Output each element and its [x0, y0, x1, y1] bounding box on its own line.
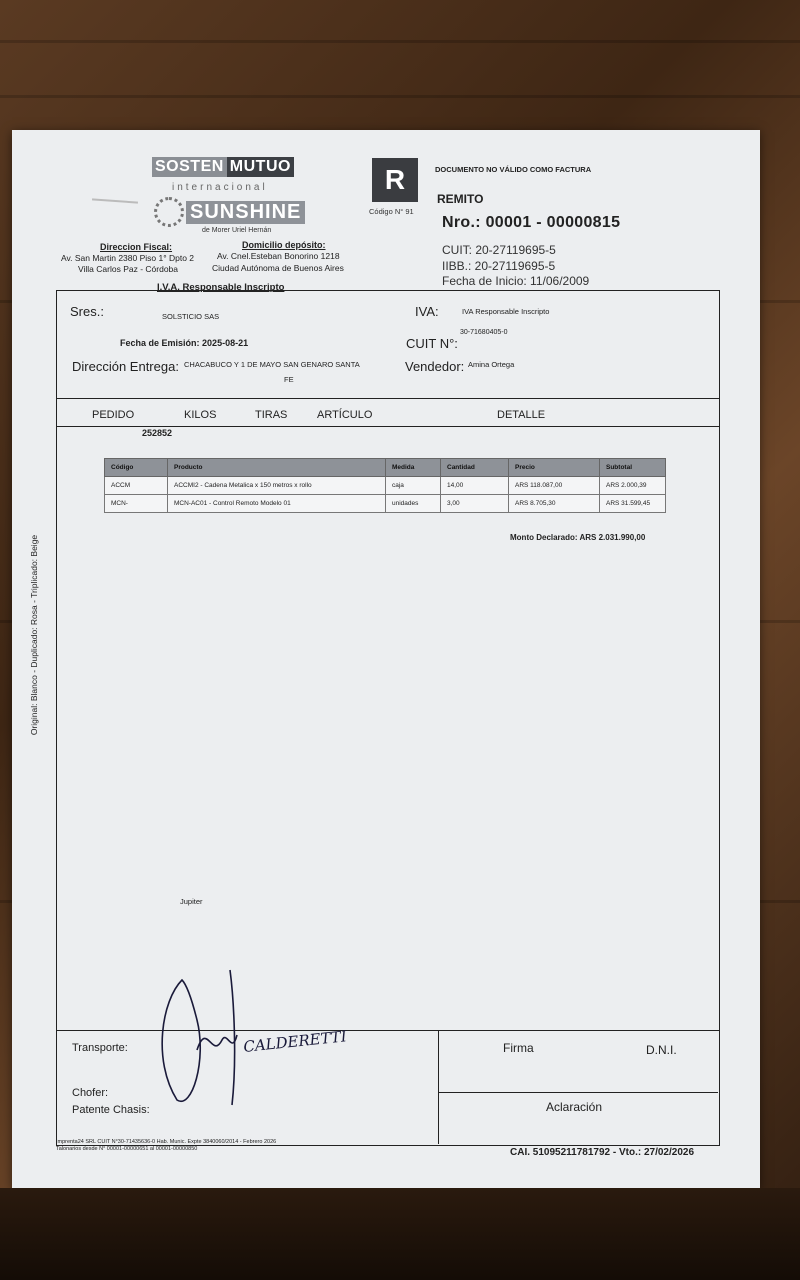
printer-line2: Talonarios desde N° 00001-00000651 al 00001-00000850	[56, 1146, 198, 1152]
firma-label: Firma	[503, 1041, 534, 1055]
items-table	[104, 458, 666, 513]
cell-producto: MCN-AC01 - Control Remoto Modelo 01	[168, 495, 386, 513]
document-number: Nro.: 00001 - 00000815	[442, 214, 621, 231]
emission-label: Fecha de Emisión:	[120, 338, 200, 348]
divider	[56, 426, 720, 427]
cell-codigo: ACCM	[105, 477, 168, 495]
fiscal-address-title: Direccion Fiscal:	[100, 242, 173, 252]
cell-subtotal: ARS 31.599,45	[600, 495, 666, 513]
client-name: SOLSTICIO SAS	[162, 312, 220, 321]
cell-precio: ARS 8.705,30	[509, 495, 600, 513]
cell-medida: unidades	[386, 495, 441, 513]
seller-label: Vendedor:	[405, 359, 465, 374]
fiscal-address-line2: Villa Carlos Paz - Córdoba	[78, 264, 178, 274]
divider	[438, 1092, 718, 1093]
fiscal-address-line1: Av. San Martin 2380 Piso 1° Dpto 2	[61, 253, 195, 263]
cell-cantidad: 14,00	[441, 477, 509, 495]
table-header-row	[105, 459, 666, 477]
divider	[438, 1030, 439, 1144]
cell-subtotal: ARS 2.000,39	[600, 477, 666, 495]
th-medida: Medida	[386, 459, 441, 477]
cell-codigo: MCN-	[105, 495, 168, 513]
logo-subtitle: internacional	[172, 182, 268, 193]
pen-mark	[92, 198, 138, 203]
start-date-line: Fecha de Inicio: 11/06/2009	[442, 274, 590, 288]
delivery-line1: CHACABUCO Y 1 DE MAYO SAN GENARO SANTA	[184, 360, 360, 369]
deposit-address-title: Domicilio depósito:	[242, 240, 326, 250]
iva-condition: I.V.A. Responsable Inscripto	[157, 282, 285, 293]
deposit-address-line2: Ciudad Autónoma de Buenos Aires	[212, 263, 344, 273]
logo-sun	[154, 197, 305, 227]
table-row	[105, 495, 666, 513]
cell-precio: ARS 118.087,00	[509, 477, 600, 495]
table-surface	[0, 1188, 800, 1280]
col-articulo: ARTÍCULO	[317, 409, 373, 421]
logo-brand-right: MUTUO	[227, 157, 294, 177]
th-producto: Producto	[168, 459, 386, 477]
col-detalle: DETALLE	[497, 409, 546, 421]
cuit-label: CUIT N°:	[406, 336, 458, 351]
delivery-label: Dirección Entrega:	[72, 359, 179, 374]
printer-line1: Imprenta24 SRL CUIT N°30-71435636-0 Hab. Munic. Expte 3840060/2014 - Febrero 2026	[56, 1139, 277, 1145]
emission-date	[120, 338, 248, 348]
logo-sun-word: SUNSHINE	[186, 201, 305, 224]
seller-value: Amina Ortega	[468, 360, 515, 369]
emission-value: 2025-08-21	[202, 338, 249, 348]
iva-value: IVA Responsable Inscripto	[462, 307, 550, 316]
cuit-value: 30-71680405-0	[460, 329, 508, 336]
th-cantidad: Cantidad	[441, 459, 509, 477]
remito-document	[12, 130, 760, 1188]
iva-label: IVA:	[415, 304, 439, 319]
aclaracion-label: Aclaración	[546, 1100, 603, 1114]
logo-owner: de Morer Uriel Hernán	[202, 227, 272, 234]
col-pedido: PEDIDO	[92, 409, 135, 421]
document-type: REMITO	[437, 192, 484, 206]
declared-total: Monto Declarado: ARS 2.031.990,00	[510, 533, 646, 542]
sres-label: Sres.:	[70, 304, 104, 319]
cell-cantidad: 3,00	[441, 495, 509, 513]
company-logo	[152, 157, 294, 177]
th-precio: Precio	[509, 459, 600, 477]
table-row	[105, 477, 666, 495]
transporte-label: Transporte:	[72, 1042, 128, 1054]
body-note: Jupiter	[180, 897, 203, 906]
logo-brand-left: SOSTEN	[152, 157, 227, 177]
patente-label: Patente Chasis:	[72, 1104, 150, 1116]
cai-line: CAI. 51095211781792 - Vto.: 27/02/2026	[510, 1147, 695, 1158]
sun-icon	[154, 197, 184, 227]
col-tiras: TIRAS	[255, 409, 288, 421]
document-letter: R	[372, 158, 418, 202]
letter-code: Código N° 91	[369, 207, 414, 216]
chofer-label: Chofer:	[72, 1087, 109, 1099]
th-codigo: Código	[105, 459, 168, 477]
deposit-address-line1: Av. Cnel.Esteban Bonorino 1218	[217, 251, 340, 261]
copy-colors-note: Original: Blanco - Duplicado: Rosa - Triplicado: Beige	[29, 534, 39, 736]
cell-medida: caja	[386, 477, 441, 495]
cuit-line: CUIT: 20-27119695-5	[442, 243, 556, 257]
th-subtotal: Subtotal	[600, 459, 666, 477]
cell-producto: ACCMI2 - Cadena Metalica x 150 metros x rollo	[168, 477, 386, 495]
delivery-line2: FE	[284, 375, 294, 384]
invalid-note: DOCUMENTO NO VÁLIDO COMO FACTURA	[435, 165, 592, 174]
dni-label: D.N.I.	[646, 1043, 677, 1057]
iibb-line: IIBB.: 20-27119695-5	[442, 259, 556, 273]
col-kilos: KILOS	[184, 409, 217, 421]
signature-name: CALDERETTI	[242, 1027, 348, 1056]
handwritten-signature	[152, 960, 352, 1110]
divider	[56, 398, 720, 399]
pedido-value: 252852	[142, 428, 173, 438]
